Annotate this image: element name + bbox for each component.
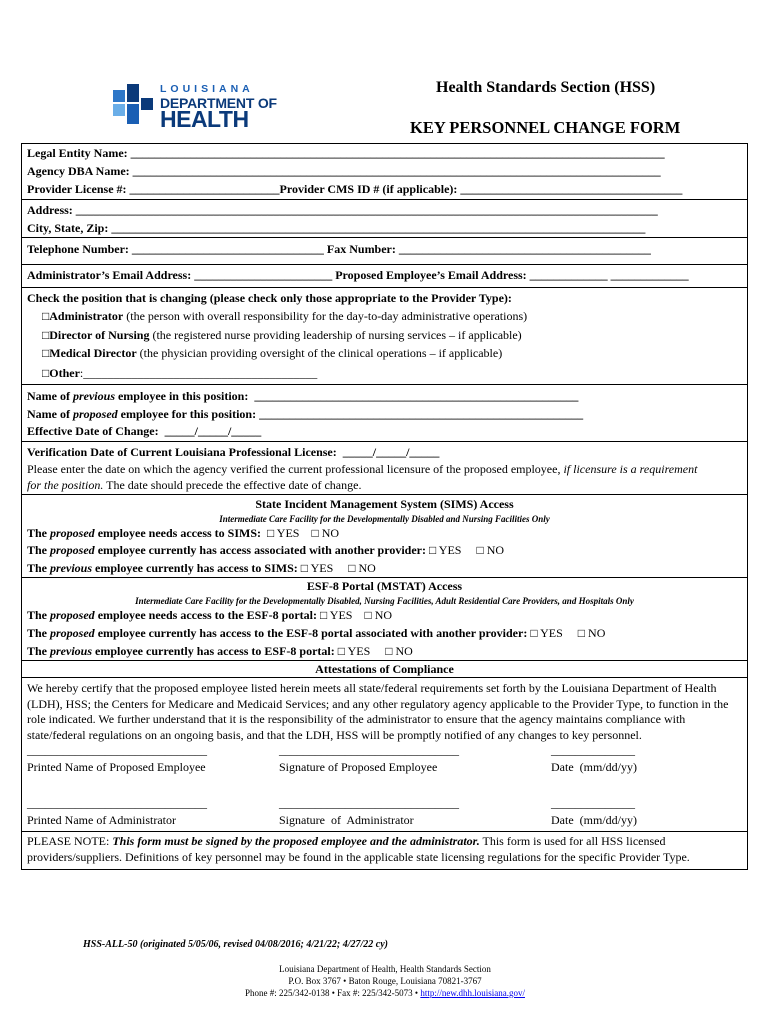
sims-title: State Incident Management System (SIMS) Access (255, 497, 514, 511)
legal-entity-field[interactable]: Legal Entity Name: _________________________________________________________________________________________ (27, 146, 665, 160)
divider (21, 494, 748, 495)
form-title: KEY PERSONNEL CHANGE FORM (410, 118, 681, 137)
divider (21, 199, 748, 200)
date-admin-label: Date (mm/dd/yy) (551, 813, 637, 827)
proposed-employee-field[interactable]: Name of proposed employee for this position: ______________________________________________________ (27, 407, 584, 421)
divider (21, 287, 748, 288)
attestation-text: We hereby certify that the proposed employee listed herein meets all state/federal requirements set forth by the Louisiana Department of Health (LDH), HSS; the Centers for Medicare and Medicaid Services; and any other regulatory agency applicable to the Provider Type, to function in the role indicated. We further understand that it is the responsibility of the administrator to ensure that the agency maintains compliance with state/federal regulations on an ongoing basis, and that the LDH, HSS will be promptly notified of any changes to key personnel. (27, 681, 729, 742)
divider (21, 677, 748, 678)
section-title: Health Standards Section (HSS) (436, 79, 656, 96)
esf-subtitle: Intermediate Care Facility for the Developmentally Disabled, Nursing Facilities, Adult Residential Care Providers, and Hospitals Only (135, 596, 634, 606)
sims-subtitle: Intermediate Care Facility for the Developmentally Disabled and Nursing Facilities Only (219, 514, 550, 524)
divider (21, 660, 748, 661)
signature-admin-line[interactable]: ______________________________ (279, 796, 459, 810)
printed-employee-line[interactable]: ______________________________ (27, 743, 207, 757)
footer-address: P.O. Box 3767 • Baton Rouge, Louisiana 70821-3767 (288, 976, 482, 986)
director-of-nursing-checkbox[interactable]: □Director of Nursing (the registered nurse providing leadership of nursing services – if applicable) (42, 328, 522, 342)
divider (21, 577, 748, 578)
verification-instructions: Please enter the date on which the agency verified the current professional licensure of the proposed employee, if licensure is a requirement for the position. The date should precede the effective date of change. (27, 462, 698, 492)
medical-director-checkbox[interactable]: □Medical Director (the physician providing oversight of the clinical operations – if applicable) (42, 346, 503, 360)
city-state-zip-field[interactable]: City, State, Zip: _________________________________________________________________________________________ (27, 221, 646, 235)
divider (21, 264, 748, 265)
esf-question-2[interactable]: The proposed employee currently has access to the ESF-8 portal associated with another provider: □ YES □ NO (27, 626, 606, 640)
sims-question-3[interactable]: The previous employee currently has access to SIMS: □ YES □ NO (27, 561, 376, 575)
form-revision: HSS-ALL-50 (originated 5/05/06, revised 04/08/2016; 4/21/22; 4/27/22 cy) (83, 939, 388, 950)
printed-admin-label: Printed Name of Administrator (27, 813, 176, 827)
logo-louisiana: LOUISIANA (160, 83, 254, 95)
divider (21, 831, 748, 832)
date-employee-label: Date (mm/dd/yy) (551, 760, 637, 774)
footer-agency: Louisiana Department of Health, Health Standards Section (279, 964, 491, 974)
position-heading: Check the position that is changing (please check only those appropriate to the Provider Type): (27, 291, 512, 305)
logo-department: DEPARTMENT OF (160, 95, 277, 111)
administrator-checkbox[interactable]: □Administrator (the person with overall responsibility for the day-to-day administrative operations) (42, 309, 528, 323)
sims-question-2[interactable]: The proposed employee currently has access associated with another provider: □ YES □ NO (27, 543, 505, 557)
previous-employee-field[interactable]: Name of previous employee in this position: ______________________________________________________ (27, 389, 579, 403)
divider (21, 441, 748, 442)
printed-employee-label: Printed Name of Proposed Employee (27, 760, 206, 774)
esf-question-1[interactable]: The proposed employee needs access to the ESF-8 portal: □ YES □ NO (27, 608, 393, 622)
email-fields[interactable]: Administrator’s Email Address: _______________________ Proposed Employee’s Email Address: _____________ _____________ (27, 268, 689, 282)
divider (21, 237, 748, 238)
other-checkbox[interactable]: □Other:_______________________________________ (42, 366, 318, 380)
provider-license-field[interactable]: Provider License #: _________________________Provider CMS ID # (if applicable): _____________________________________ (27, 182, 683, 196)
ldh-logo-icon (113, 84, 153, 124)
divider (21, 384, 748, 385)
printed-admin-line[interactable]: ______________________________ (27, 796, 207, 810)
date-employee-line[interactable]: ______________ (551, 743, 635, 757)
esf-title: ESF-8 Portal (MSTAT) Access (306, 579, 463, 593)
please-note: PLEASE NOTE: This form must be signed by the proposed employee and the administrator. This form is used for all HSS licensed providers/suppliers. Definitions of key personnel may be found in the applicable state licensing regulations for the specific Provider Type. (27, 834, 690, 864)
footer-contact: Phone #: 225/342-0138 • Fax #: 225/342-5073 • http://new.dhh.louisiana.gov/ (245, 988, 525, 998)
attestation-title: Attestations of Compliance (315, 662, 454, 676)
signature-admin-label: Signature of Administrator (279, 813, 414, 827)
signature-employee-label: Signature of Proposed Employee (279, 760, 438, 774)
sims-question-1[interactable]: The proposed employee needs access to SIMS: □ YES □ NO (27, 526, 340, 540)
verification-date-field[interactable]: Verification Date of Current Louisiana Professional License: _____/_____/_____ (27, 445, 440, 459)
telephone-fax-field[interactable]: Telephone Number: ________________________________ Fax Number: __________________________________________ (27, 242, 651, 256)
agency-dba-field[interactable]: Agency DBA Name: ________________________________________________________________________________________ (27, 164, 661, 178)
date-admin-line[interactable]: ______________ (551, 796, 635, 810)
effective-date-field[interactable]: Effective Date of Change: _____/_____/_____ (27, 424, 262, 438)
website-link[interactable]: http://new.dhh.louisiana.gov/ (420, 988, 525, 998)
address-field[interactable]: Address: _________________________________________________________________________________________________ (27, 203, 658, 217)
signature-employee-line[interactable]: ______________________________ (279, 743, 459, 757)
esf-question-3[interactable]: The previous employee currently has access to ESF-8 portal: □ YES □ NO (27, 644, 413, 658)
logo-health: HEALTH (160, 106, 249, 132)
